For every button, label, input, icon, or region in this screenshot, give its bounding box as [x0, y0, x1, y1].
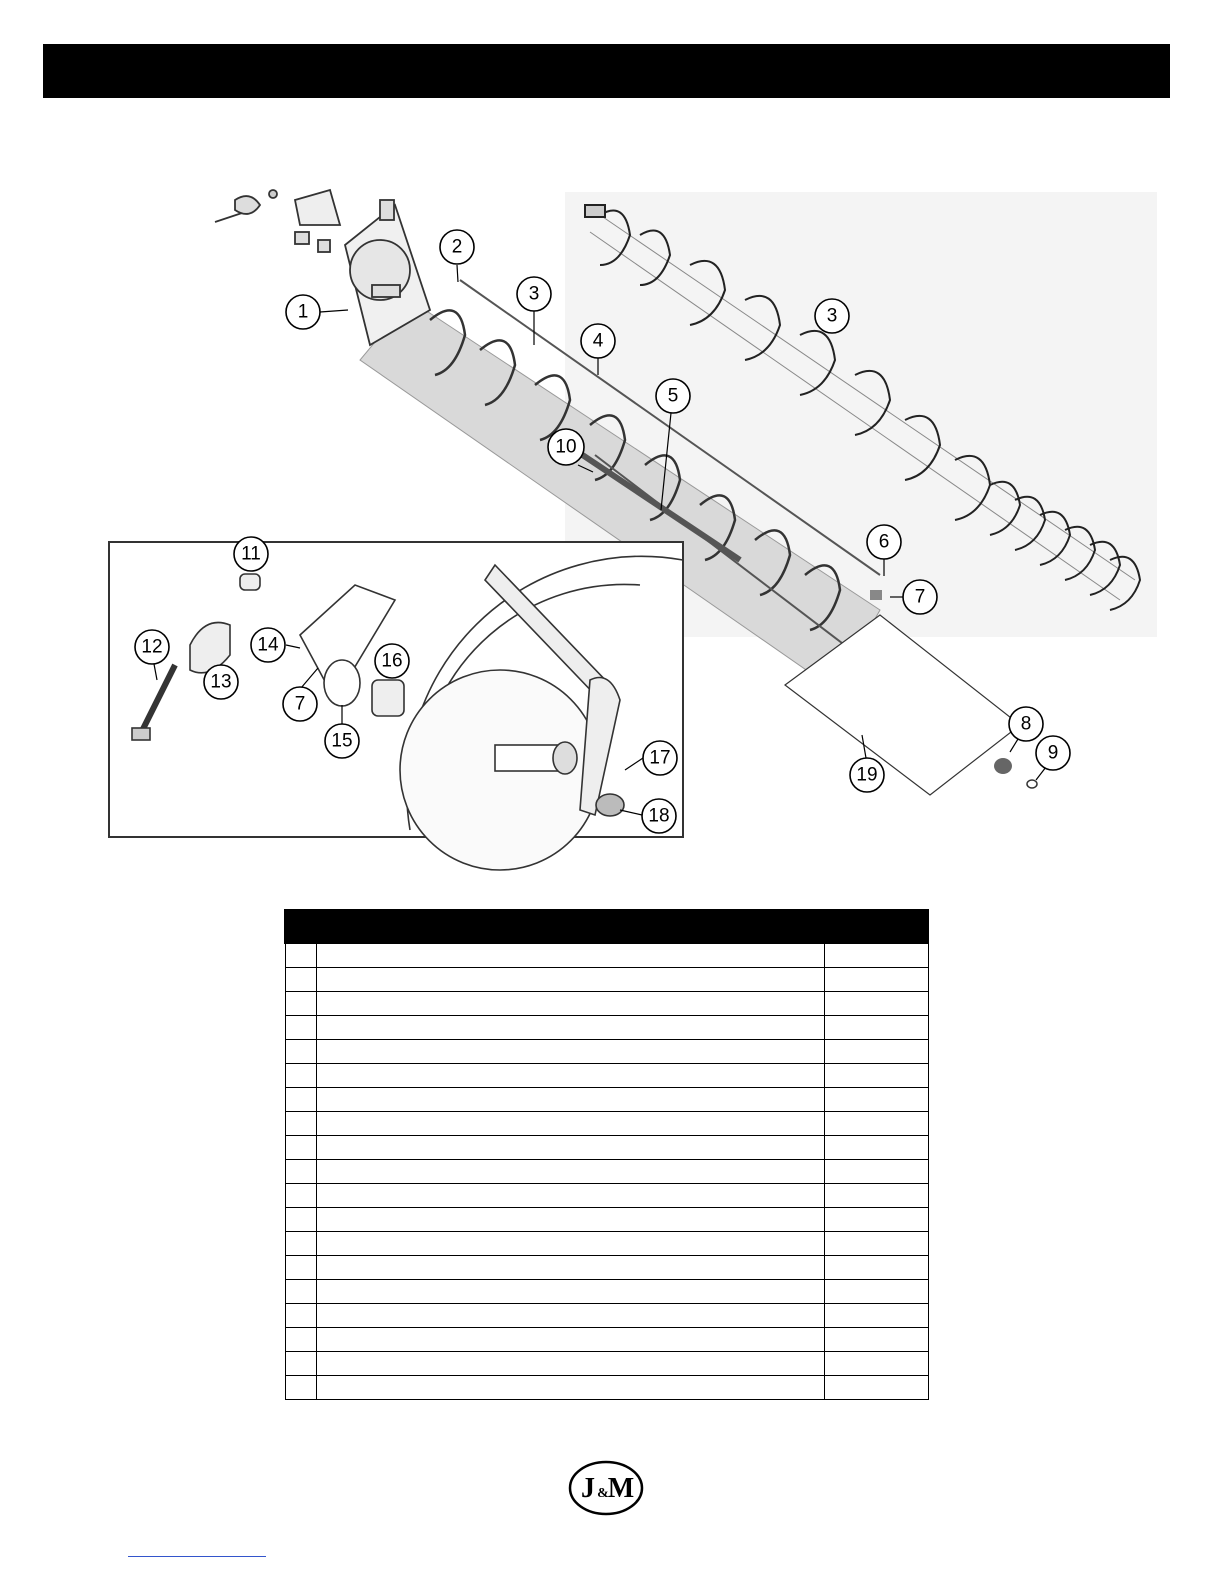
callout-3a-label: 3	[528, 283, 540, 305]
table-row	[285, 1160, 928, 1184]
table-row	[285, 1376, 928, 1400]
logo-ampersand: &	[597, 1486, 609, 1501]
table-cell-part-number	[825, 1352, 928, 1376]
table-cell-description	[316, 1376, 825, 1400]
table-cell-number	[285, 1160, 316, 1184]
table-cell-description	[316, 1040, 825, 1064]
table-cell-description	[316, 1112, 825, 1136]
callout-13-label: 13	[210, 671, 232, 693]
table-cell-number	[285, 1280, 316, 1304]
table-row	[285, 1184, 928, 1208]
table-cell-part-number	[825, 1160, 928, 1184]
callout-3b	[815, 299, 849, 333]
table-cell-number	[285, 992, 316, 1016]
callout-18	[642, 799, 676, 833]
callout-8	[1009, 707, 1043, 741]
table-cell-part-number	[825, 1208, 928, 1232]
table-cell-part-number	[825, 943, 928, 968]
table-row	[285, 1352, 928, 1376]
table-cell-number	[285, 1016, 316, 1040]
callout-4-label: 4	[592, 330, 604, 352]
table-cell-number	[285, 1304, 316, 1328]
callout-16	[375, 644, 409, 678]
callout-11	[234, 537, 268, 571]
table-cell-part-number	[825, 1328, 928, 1352]
callout-6-label: 6	[878, 531, 890, 553]
end-plate-drawing	[215, 190, 430, 345]
callout-16-label: 16	[381, 650, 403, 672]
table-cell-description	[316, 1304, 825, 1328]
table-cell-part-number	[825, 1136, 928, 1160]
table-row	[285, 1112, 928, 1136]
callout-13	[204, 665, 238, 699]
table-cell-number	[285, 1352, 316, 1376]
table-row	[285, 1280, 928, 1304]
callout-11-label: 11	[241, 543, 261, 565]
footer-link-underline	[128, 1556, 266, 1557]
callout-9-label: 9	[1047, 742, 1059, 764]
table-cell-description	[316, 1256, 825, 1280]
table-cell-number	[285, 1256, 316, 1280]
callout-12	[135, 630, 169, 664]
table-cell-number	[285, 1376, 316, 1400]
table-cell-part-number	[825, 1112, 928, 1136]
callout-19	[850, 758, 884, 792]
inset-detail	[109, 542, 683, 870]
table-cell-part-number	[825, 1304, 928, 1328]
table-row	[285, 1040, 928, 1064]
callout-1-label: 1	[297, 301, 309, 323]
callout-14	[251, 628, 285, 662]
callout-15-label: 15	[331, 730, 353, 752]
table-row	[285, 1256, 928, 1280]
table-cell-part-number	[825, 1376, 928, 1400]
callout-1	[286, 295, 320, 329]
table-cell-part-number	[825, 1040, 928, 1064]
table-row	[285, 1328, 928, 1352]
callout-7b-label: 7	[294, 693, 306, 715]
parts-table	[284, 909, 929, 1400]
table-row	[285, 1304, 928, 1328]
logo-letter-m: M	[607, 1473, 635, 1504]
table-cell-description	[316, 1280, 825, 1304]
table-header-row	[285, 910, 928, 943]
table-cell-description	[316, 943, 825, 968]
callout-5	[656, 379, 690, 413]
table-cell-number	[285, 943, 316, 968]
table-cell-description	[316, 1184, 825, 1208]
table-cell-number	[285, 1040, 316, 1064]
table-cell-part-number	[825, 1016, 928, 1040]
table-cell-part-number	[825, 1256, 928, 1280]
table-cell-description	[316, 992, 825, 1016]
table-cell-description	[316, 1328, 825, 1352]
logo-letter-j: J	[581, 1473, 595, 1504]
table-row	[285, 943, 928, 968]
callout-15	[325, 724, 359, 758]
table-cell-description	[316, 1232, 825, 1256]
callout-9	[1036, 736, 1070, 770]
callout-2-label: 2	[451, 236, 463, 258]
table-row	[285, 1088, 928, 1112]
table-cell-description	[316, 1088, 825, 1112]
table-cell-part-number	[825, 1280, 928, 1304]
callout-17-label: 17	[649, 747, 671, 769]
table-row	[285, 1136, 928, 1160]
table-cell-number	[285, 1088, 316, 1112]
callout-17	[643, 741, 677, 775]
table-cell-description	[316, 1352, 825, 1376]
table-cell-number	[285, 1184, 316, 1208]
table-cell-number	[285, 968, 316, 992]
table-cell-part-number	[825, 1184, 928, 1208]
table-cell-part-number	[825, 992, 928, 1016]
table-cell-part-number	[825, 1232, 928, 1256]
table-cell-description	[316, 1064, 825, 1088]
callout-5-label: 5	[667, 385, 679, 407]
table-cell-description	[316, 968, 825, 992]
callout-7a-label: 7	[914, 586, 926, 608]
callout-3b-label: 3	[826, 305, 838, 327]
table-cell-number	[285, 1136, 316, 1160]
table-row	[285, 1208, 928, 1232]
table-cell-number	[285, 1064, 316, 1088]
table-row	[285, 1016, 928, 1040]
table-header-cell	[285, 910, 928, 943]
table-cell-number	[285, 1208, 316, 1232]
callout-3a	[517, 277, 551, 311]
table-row	[285, 1232, 928, 1256]
table-cell-number	[285, 1112, 316, 1136]
callout-8-label: 8	[1020, 713, 1032, 735]
table-row	[285, 1064, 928, 1088]
table-cell-description	[316, 1208, 825, 1232]
callout-2	[440, 230, 474, 264]
table-cell-description	[316, 1016, 825, 1040]
jm-logo	[568, 1460, 644, 1516]
callout-10-label: 10	[555, 436, 577, 458]
callout-14-label: 14	[257, 634, 279, 656]
callout-7b	[283, 687, 317, 721]
table-cell-part-number	[825, 1064, 928, 1088]
callout-18-label: 18	[648, 805, 670, 827]
table-cell-part-number	[825, 1088, 928, 1112]
table-cell-description	[316, 1160, 825, 1184]
table-cell-number	[285, 1232, 316, 1256]
table-row	[285, 992, 928, 1016]
table-cell-part-number	[825, 968, 928, 992]
callout-19-label: 19	[856, 764, 878, 786]
table-cell-description	[316, 1136, 825, 1160]
callout-7a	[903, 580, 937, 614]
parts-table-body	[285, 943, 928, 1400]
callout-10	[548, 429, 584, 465]
callout-4	[581, 324, 615, 358]
callout-6	[867, 525, 901, 559]
callout-12-label: 12	[141, 636, 163, 658]
table-row	[285, 968, 928, 992]
table-cell-number	[285, 1328, 316, 1352]
